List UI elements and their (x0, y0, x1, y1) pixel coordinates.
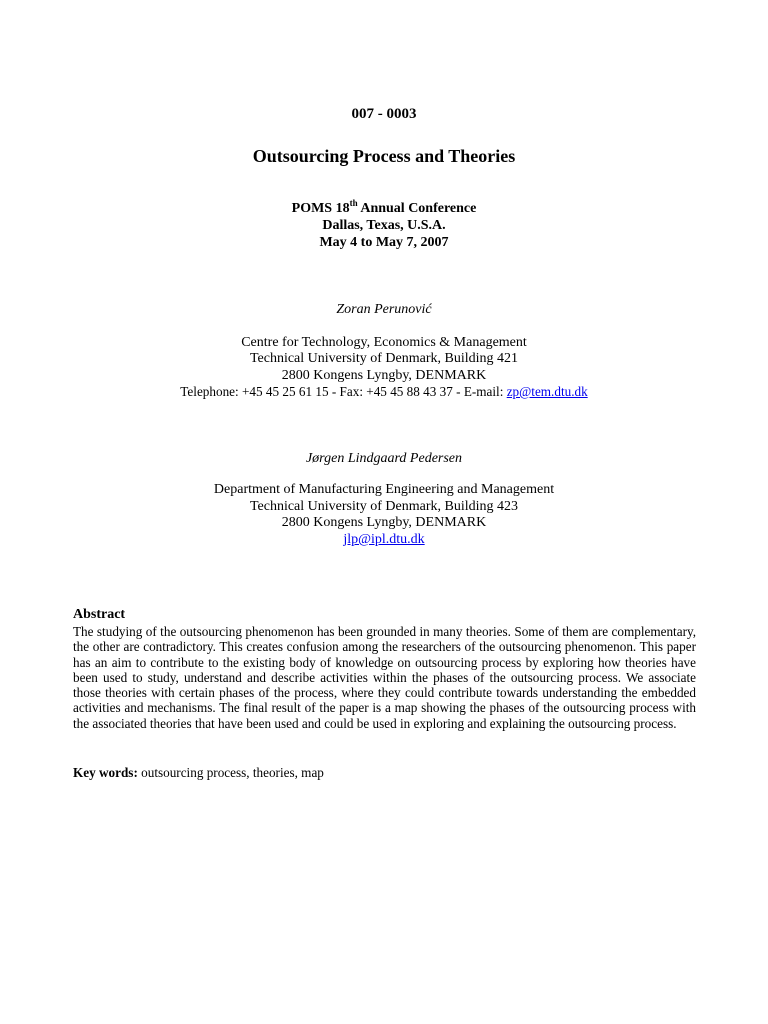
author2-email-line (0, 532, 768, 548)
keywords (73, 765, 324, 781)
author2-email-link[interactable]: jlp@ipl.dtu.dk (343, 532, 425, 547)
author1-affiliation-line1: Centre for Technology, Economics & Management (241, 335, 527, 350)
author2-affiliation-line2: Technical University of Denmark, Building 423 (249, 499, 519, 514)
abstract-heading: Abstract (73, 607, 126, 622)
paper-title: Outsourcing Process and Theories (252, 146, 516, 166)
conference-name-suffix: Annual Conference (357, 201, 477, 216)
conference-location: Dallas, Texas, U.S.A. (322, 218, 446, 233)
author1-affiliation-line2: Technical University of Denmark, Building 421 (249, 351, 519, 366)
keywords-label: Key words: (73, 765, 138, 780)
conference-name (0, 198, 768, 217)
conference-name-prefix: POMS 18 (291, 201, 350, 216)
keywords-value: outsourcing process, theories, map (137, 765, 324, 780)
conference-name-sup: th (349, 198, 358, 208)
conference-dates: May 4 to May 7, 2007 (319, 235, 449, 250)
author1-contact-text: Telephone: +45 45 25 61 15 - Fax: +45 45 88 43 37 - E-mail: (180, 384, 507, 399)
author1-email-link[interactable]: zp@tem.dtu.dk (506, 384, 588, 399)
author1-affiliation-line3: 2800 Kongens Lyngby, DENMARK (281, 368, 487, 383)
author2-affiliation-line1: Department of Manufacturing Engineering and Management (213, 482, 555, 497)
abstract-body: The studying of the outsourcing phenomenon has been grounded in many theories. Some of them are complementary, the other are contradictory. This creates confusion among the researchers of the outsourcing phenomenon. This paper has an aim to contribute to the existing body of knowledge on outsourcing process by exploring how theories have been used to study, understand and describe activities within the phases of the outsourcing process. We associate those theories with certain phases of the process, where they could contribute towards understanding the embedded activities and mechanisms. The final result of the paper is a map showing the phases of the outsourcing process with the associated theories that have been used and could be used in exploring and explaining the outsourcing process. (73, 624, 696, 731)
author1-contact (0, 384, 768, 400)
author1-name: Zoran Perunović (336, 302, 432, 317)
paper-number: 007 - 0003 (351, 106, 417, 122)
author2-affiliation-line3: 2800 Kongens Lyngby, DENMARK (281, 515, 487, 530)
author2-name: Jørgen Lindgaard Pedersen (305, 451, 463, 466)
